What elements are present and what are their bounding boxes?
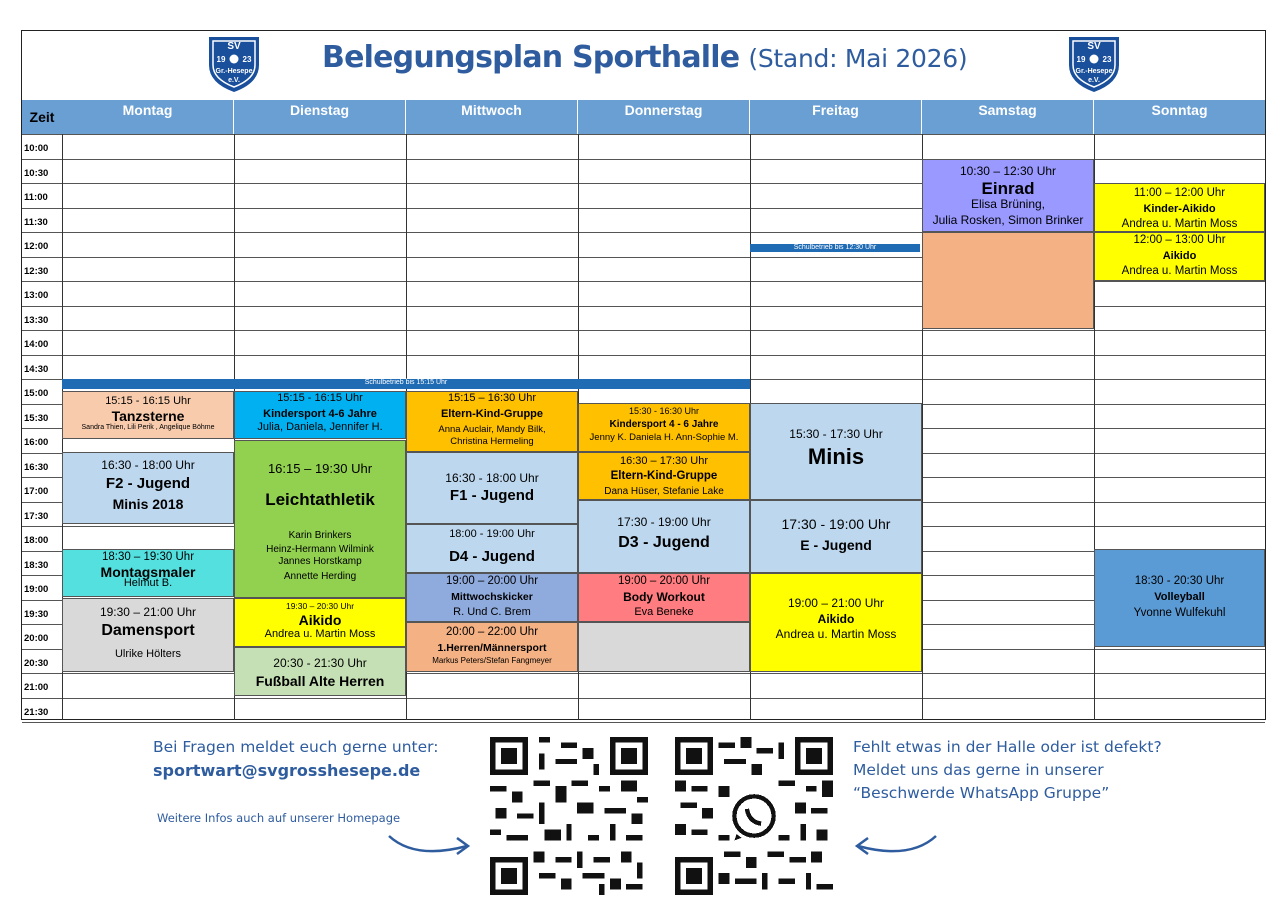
block-people: Dana Hüser, Stefanie Lake <box>604 485 724 497</box>
block-title: Aikido <box>817 611 855 626</box>
block-title: Eltern-Kind-Gruppe <box>610 469 718 482</box>
footer-homepage-text: Weitere Infos auch auf unserer Homepage <box>157 811 401 825</box>
time-label: 15:30 <box>24 413 49 424</box>
time-label: 18:00 <box>24 535 49 546</box>
day-header-donnerstag: Donnerstag <box>578 100 750 134</box>
logo-town-text: Gr.-Hesepe <box>215 68 253 75</box>
block-person: Karin Brinkers <box>288 530 352 542</box>
block-person: Christina Hermeling <box>450 436 534 448</box>
row-gridline <box>22 722 1265 723</box>
block-time: 19:30 – 20:30 Uhr <box>285 601 355 611</box>
block-people: Markus Peters/Stefan Fangmeyer <box>432 656 552 666</box>
arrow-right-icon <box>385 828 475 860</box>
block-person: Anna Auclair, Mandy Bilk, <box>438 424 546 436</box>
block-title: F1 - Jugend <box>449 486 535 504</box>
time-label: 18:30 <box>24 560 49 571</box>
block-people: R. Und C. Brem <box>453 606 531 619</box>
block-time: 20:00 – 22:00 Uhr <box>445 626 539 638</box>
block-people: Julia, Daniela, Jennifer H. <box>257 421 383 434</box>
logo-sv-text: SV <box>1087 41 1101 52</box>
time-label: 16:30 <box>24 462 49 473</box>
time-label: 12:30 <box>24 266 49 277</box>
block-person: Elisa Brüning, <box>970 197 1046 212</box>
block-time: 18:00 - 19:00 Uhr <box>449 528 535 540</box>
time-label: 20:30 <box>24 658 49 669</box>
block-time: 16:15 – 19:30 Uhr <box>267 461 373 476</box>
block-people: Yvonne Wulfekuhl <box>1133 606 1226 619</box>
block-fussball-alte-herren <box>234 647 406 696</box>
time-label: 20:00 <box>24 633 49 644</box>
block-einrad <box>922 159 1094 232</box>
block-e-jugend <box>750 500 922 573</box>
block-tanzsterne <box>62 391 234 439</box>
block-title: Kinder-Aikido <box>1143 203 1216 216</box>
day-header-dienstag: Dienstag <box>234 100 406 134</box>
row-gridline <box>22 673 1265 674</box>
block-title: Minis <box>807 443 865 469</box>
block-person: Annette Herding <box>283 570 357 582</box>
logo-town-text: Gr.-Hesepe <box>1075 68 1113 75</box>
block-person: Heinz-Hermann Wilmink <box>266 543 374 555</box>
block-title: 1.Herren/Männersport <box>437 642 547 655</box>
block-time: 15:30 - 17:30 Uhr <box>789 427 883 441</box>
day-header-montag: Montag <box>62 100 234 134</box>
footer-question-text: Bei Fragen meldet euch gerne unter: <box>153 738 439 756</box>
block-eltern-kind-mi <box>406 391 578 452</box>
day-header-freitag: Freitag <box>750 100 922 134</box>
page-title <box>322 40 967 75</box>
block-aikido-so <box>1094 232 1265 281</box>
time-label: 21:30 <box>24 707 49 718</box>
day-header-sonntag: Sonntag <box>1094 100 1265 134</box>
time-label: 11:30 <box>24 217 48 228</box>
block-title: Body Workout <box>623 590 705 605</box>
block-people: Eva Beneke <box>634 606 694 619</box>
block-time: 11:00 – 12:00 Uhr <box>1133 187 1226 199</box>
arrow-left-icon <box>850 828 940 860</box>
time-label: 16:00 <box>24 437 49 448</box>
block-aikido-di <box>234 598 406 647</box>
title-main: Belegungsplan Sporthalle <box>322 40 740 75</box>
block-time: 17:30 - 19:00 Uhr <box>781 516 891 532</box>
block-title: Mittwochskicker <box>451 591 533 604</box>
block-title: Fußball Alte Herren <box>255 672 385 689</box>
block-body-workout <box>578 573 750 622</box>
time-label: 17:00 <box>24 486 49 497</box>
block-person: Julia Rosken, Simon Brinker <box>932 213 1084 228</box>
block-d3-jugend <box>578 500 750 573</box>
club-logo-right <box>1065 35 1123 93</box>
block-people: Andrea u. Martin Moss <box>775 626 897 641</box>
block-eltern-kind-do <box>578 452 750 500</box>
time-label: 13:00 <box>24 290 49 301</box>
block-people: Andrea u. Martin Moss <box>264 627 376 640</box>
block-volleyball <box>1094 549 1265 647</box>
block-title: Montagsmaler <box>100 564 196 581</box>
block-person: Jannes Horstkamp <box>278 556 362 568</box>
block-time: 15:15 - 16:15 Uhr <box>277 392 363 404</box>
block-title: Kindersport 4-6 Jahre <box>263 407 377 420</box>
block-title: F2 - Jugend <box>105 474 191 492</box>
schulbetrieb-mo-mi: Schulbetrieb bis 15:15 Uhr <box>62 379 750 389</box>
time-label: 13:30 <box>24 315 49 326</box>
row-gridline <box>22 355 1265 356</box>
footer-email[interactable]: sportwart@svgrosshesepe.de <box>153 761 421 780</box>
block-title: Einrad <box>981 178 1035 198</box>
schulbetrieb-freitag: Schulbetrieb bis 12:30 Uhr <box>750 244 920 252</box>
block-title: D4 - Jugend <box>449 547 535 565</box>
qr-code-homepage-icon[interactable] <box>490 737 648 895</box>
time-label: 11:00 <box>24 192 48 203</box>
time-label: 14:30 <box>24 364 49 375</box>
block-time: 19:00 – 21:00 Uhr <box>787 596 885 610</box>
block-kinder-aikido <box>1094 183 1265 232</box>
block-montagsmaler <box>62 549 234 597</box>
time-label: 10:30 <box>24 168 49 179</box>
block-time: 19:30 – 21:00 Uhr <box>99 605 197 619</box>
footer-report-text: Meldet uns das gerne in unserer <box>853 761 1104 779</box>
block-title-2: Minis 2018 <box>112 496 184 513</box>
block-time: 18:30 – 19:30 Uhr <box>101 551 195 563</box>
block-f2-jugend <box>62 452 234 524</box>
block-people: Helmut B. <box>123 577 173 590</box>
logo-year2-text: 23 <box>242 55 252 64</box>
block-title: D3 - Jugend <box>618 533 710 551</box>
day-header-mittwoch: Mittwoch <box>406 100 578 134</box>
block-people: Ulrike Hölters <box>114 648 181 661</box>
footer-whatsapp-group-text: “Beschwerde WhatsApp Gruppe” <box>853 784 1110 802</box>
block-herren-maennersport <box>406 622 578 672</box>
block-time: 16:30 - 18:00 Uhr <box>445 471 539 485</box>
time-label: 12:00 <box>24 241 49 252</box>
block-leichtathletik <box>234 440 406 598</box>
row-gridline <box>22 134 1265 135</box>
row-gridline <box>22 330 1265 331</box>
block-kindersport-di <box>234 391 406 439</box>
block-title: Eltern-Kind-Gruppe <box>440 407 544 420</box>
qr-code-whatsapp-icon[interactable] <box>675 737 833 895</box>
day-header-samstag: Samstag <box>922 100 1094 134</box>
block-people: Andrea u. Martin Moss <box>1121 217 1238 230</box>
block-time: 18:30 - 20:30 Uhr <box>1134 575 1225 587</box>
block-kindersport-do <box>578 403 750 452</box>
block-time: 19:00 – 20:00 Uhr <box>617 575 711 587</box>
block-people: Jenny K. Daniela H. Ann-Sophie M. <box>589 431 739 443</box>
time-label: 10:00 <box>24 143 49 154</box>
block-title: Kindersport 4 - 6 Jahre <box>609 419 719 431</box>
block-d4-jugend <box>406 524 578 573</box>
time-label: 19:30 <box>24 609 49 620</box>
logo-ev-text: e.V. <box>1088 77 1100 84</box>
block-f1-jugend <box>406 452 578 524</box>
time-label: 19:00 <box>24 584 49 595</box>
block-time: 20:30 - 21:30 Uhr <box>273 656 367 670</box>
zeit-header: Zeit <box>22 100 62 134</box>
block-mittwochskicker <box>406 573 578 622</box>
block-people: Andrea u. Martin Moss <box>1121 264 1238 277</box>
block-time: 15:30 - 16:30 Uhr <box>628 406 700 416</box>
block-title: Leichtathletik <box>265 489 375 509</box>
time-label: 17:30 <box>24 511 49 522</box>
block-time: 16:30 – 17:30 Uhr <box>619 455 709 467</box>
block-time: 15:15 - 16:15 Uhr <box>105 395 191 407</box>
block-time: 19:00 – 20:00 Uhr <box>445 575 539 587</box>
block-empty-gray-do <box>578 622 750 672</box>
logo-sv-text: SV <box>227 41 241 52</box>
block-title: Aikido <box>298 611 342 628</box>
time-label: 14:00 <box>24 339 49 350</box>
block-damensport <box>62 598 234 672</box>
block-title: E - Jugend <box>800 537 872 554</box>
block-people: Sandra Thien, Lili Perik , Angelique Böhme <box>81 423 215 431</box>
logo-ev-text: e.V. <box>228 77 240 84</box>
block-time: 15:15 – 16:30 Uhr <box>447 392 537 404</box>
block-time: 16:30 - 18:00 Uhr <box>101 458 195 472</box>
title-stand: (Stand: Mai 2026) <box>748 44 968 73</box>
time-label: 15:00 <box>24 388 49 399</box>
block-time: 10:30 – 12:30 Uhr <box>959 164 1057 178</box>
block-time: 17:30 - 19:00 Uhr <box>617 515 711 529</box>
footer-defect-text: Fehlt etwas in der Halle oder ist defekt? <box>853 738 1162 756</box>
block-title: Aikido <box>1162 250 1197 263</box>
row-gridline <box>22 698 1265 699</box>
block-minis <box>750 403 922 500</box>
block-empty-peach-sa <box>922 232 1094 329</box>
time-label: 21:00 <box>24 682 49 693</box>
block-title: Volleyball <box>1154 591 1205 604</box>
block-time: 12:00 – 13:00 Uhr <box>1133 234 1226 246</box>
block-title: Tanzsterne <box>111 407 185 424</box>
logo-year1-text: 19 <box>216 55 226 64</box>
club-logo-left <box>205 35 263 93</box>
logo-year1-text: 19 <box>1076 55 1086 64</box>
block-aikido-fr <box>750 573 922 672</box>
block-title: Damensport <box>101 621 195 639</box>
logo-year2-text: 23 <box>1102 55 1112 64</box>
